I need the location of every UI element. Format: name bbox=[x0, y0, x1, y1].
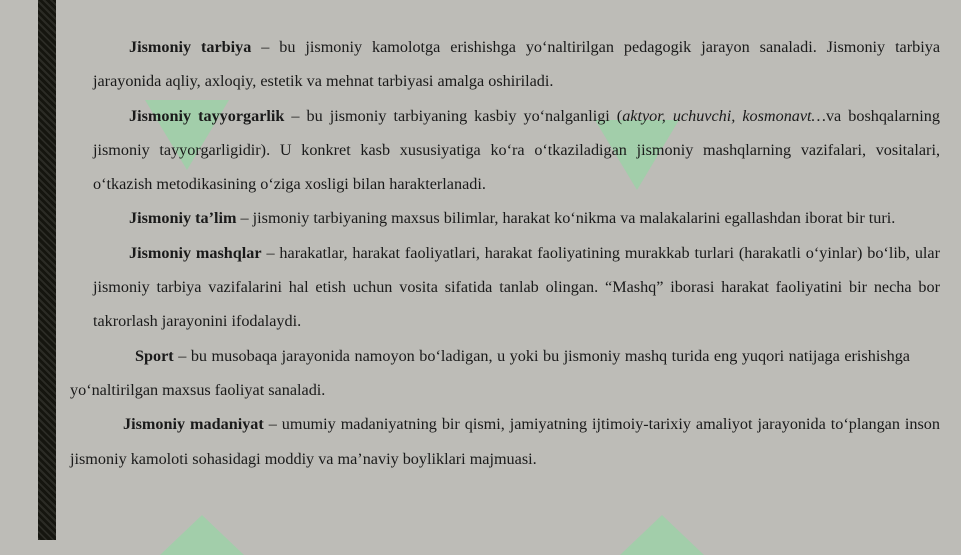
definition: – umumiy madaniyatning bir qismi, jamiyatning ijtimoiy-tarixiy amaliyot jarayonida to‘plangan inson jismoniy kamoloti sohasidagi moddiy va ma’naviy boyliklari majmuasi. bbox=[70, 415, 940, 468]
paragraph-jismoniy-talim bbox=[60, 201, 940, 235]
document-body bbox=[60, 30, 940, 476]
paragraph-jismoniy-tayyorgarlik bbox=[60, 99, 940, 202]
definition: – harakatlar, harakat faoliyatlari, harakat faoliyatining murakkab turlari (harakatli o‘yinlar) bo‘lib, ular jismoniy tarbiya vazifalarini hal etish uchun vosita sifatida tanlab olingan. “Mashq” iborasi harakat faoliyatini bir necha bor takrorlash jarayonini ifodalaydi. bbox=[93, 243, 940, 331]
paragraph-jismoniy-madaniyat bbox=[60, 407, 940, 476]
term: Jismoniy ta’lim bbox=[129, 209, 237, 228]
paragraph-jismoniy-mashqlar bbox=[60, 236, 940, 339]
term: Sport bbox=[135, 346, 174, 365]
definition: – bu jismoniy kamolotga erishishga yo‘naltirilgan pedagogik jarayon sanaladi. Jismoniy tarbiya jarayonida aqliy, axloqiy, estetik va mehnat tarbiyasi amalga oshiriladi. bbox=[93, 38, 941, 91]
term: Jismoniy mashqlar bbox=[129, 243, 262, 262]
term: Jismoniy madaniyat bbox=[123, 415, 264, 434]
definition: – bu jismoniy tarbiyaning kasbiy yo‘nalganligi ( bbox=[284, 106, 623, 125]
term: Jismoniy tayyorgarlik bbox=[129, 106, 285, 125]
definition: – jismoniy tarbiyaning maxsus bilimlar, harakat ko‘nikma va malakalarini egallashdan iborat bir turi. bbox=[236, 209, 896, 228]
decorative-stripe bbox=[38, 0, 56, 540]
paragraph-sport bbox=[60, 339, 940, 408]
term: Jismoniy tarbiya bbox=[129, 38, 252, 56]
definition: va boshqalarning jismoniy tayyorgarligidir). U konkret kasb xususiyatiga ko‘ra o‘tkaziladigan jismoniy mashqlarning vazifalari, vositalari, o‘tkazish metodikasining o‘ziga xosligi bilan harakterlanadi. bbox=[93, 106, 940, 194]
definition: – bu musobaqa jarayonida namoyon bo‘ladigan, u yoki bu jismoniy mashq turida eng yuqori natijaga erishishga yo‘naltirilgan maxsus faoliyat sanaladi. bbox=[70, 346, 910, 399]
left-margin bbox=[0, 0, 38, 540]
definition-italic: aktyor, uchuvchi, kosmonavt… bbox=[622, 106, 826, 125]
paragraph-jismoniy-tarbiya bbox=[60, 30, 940, 99]
